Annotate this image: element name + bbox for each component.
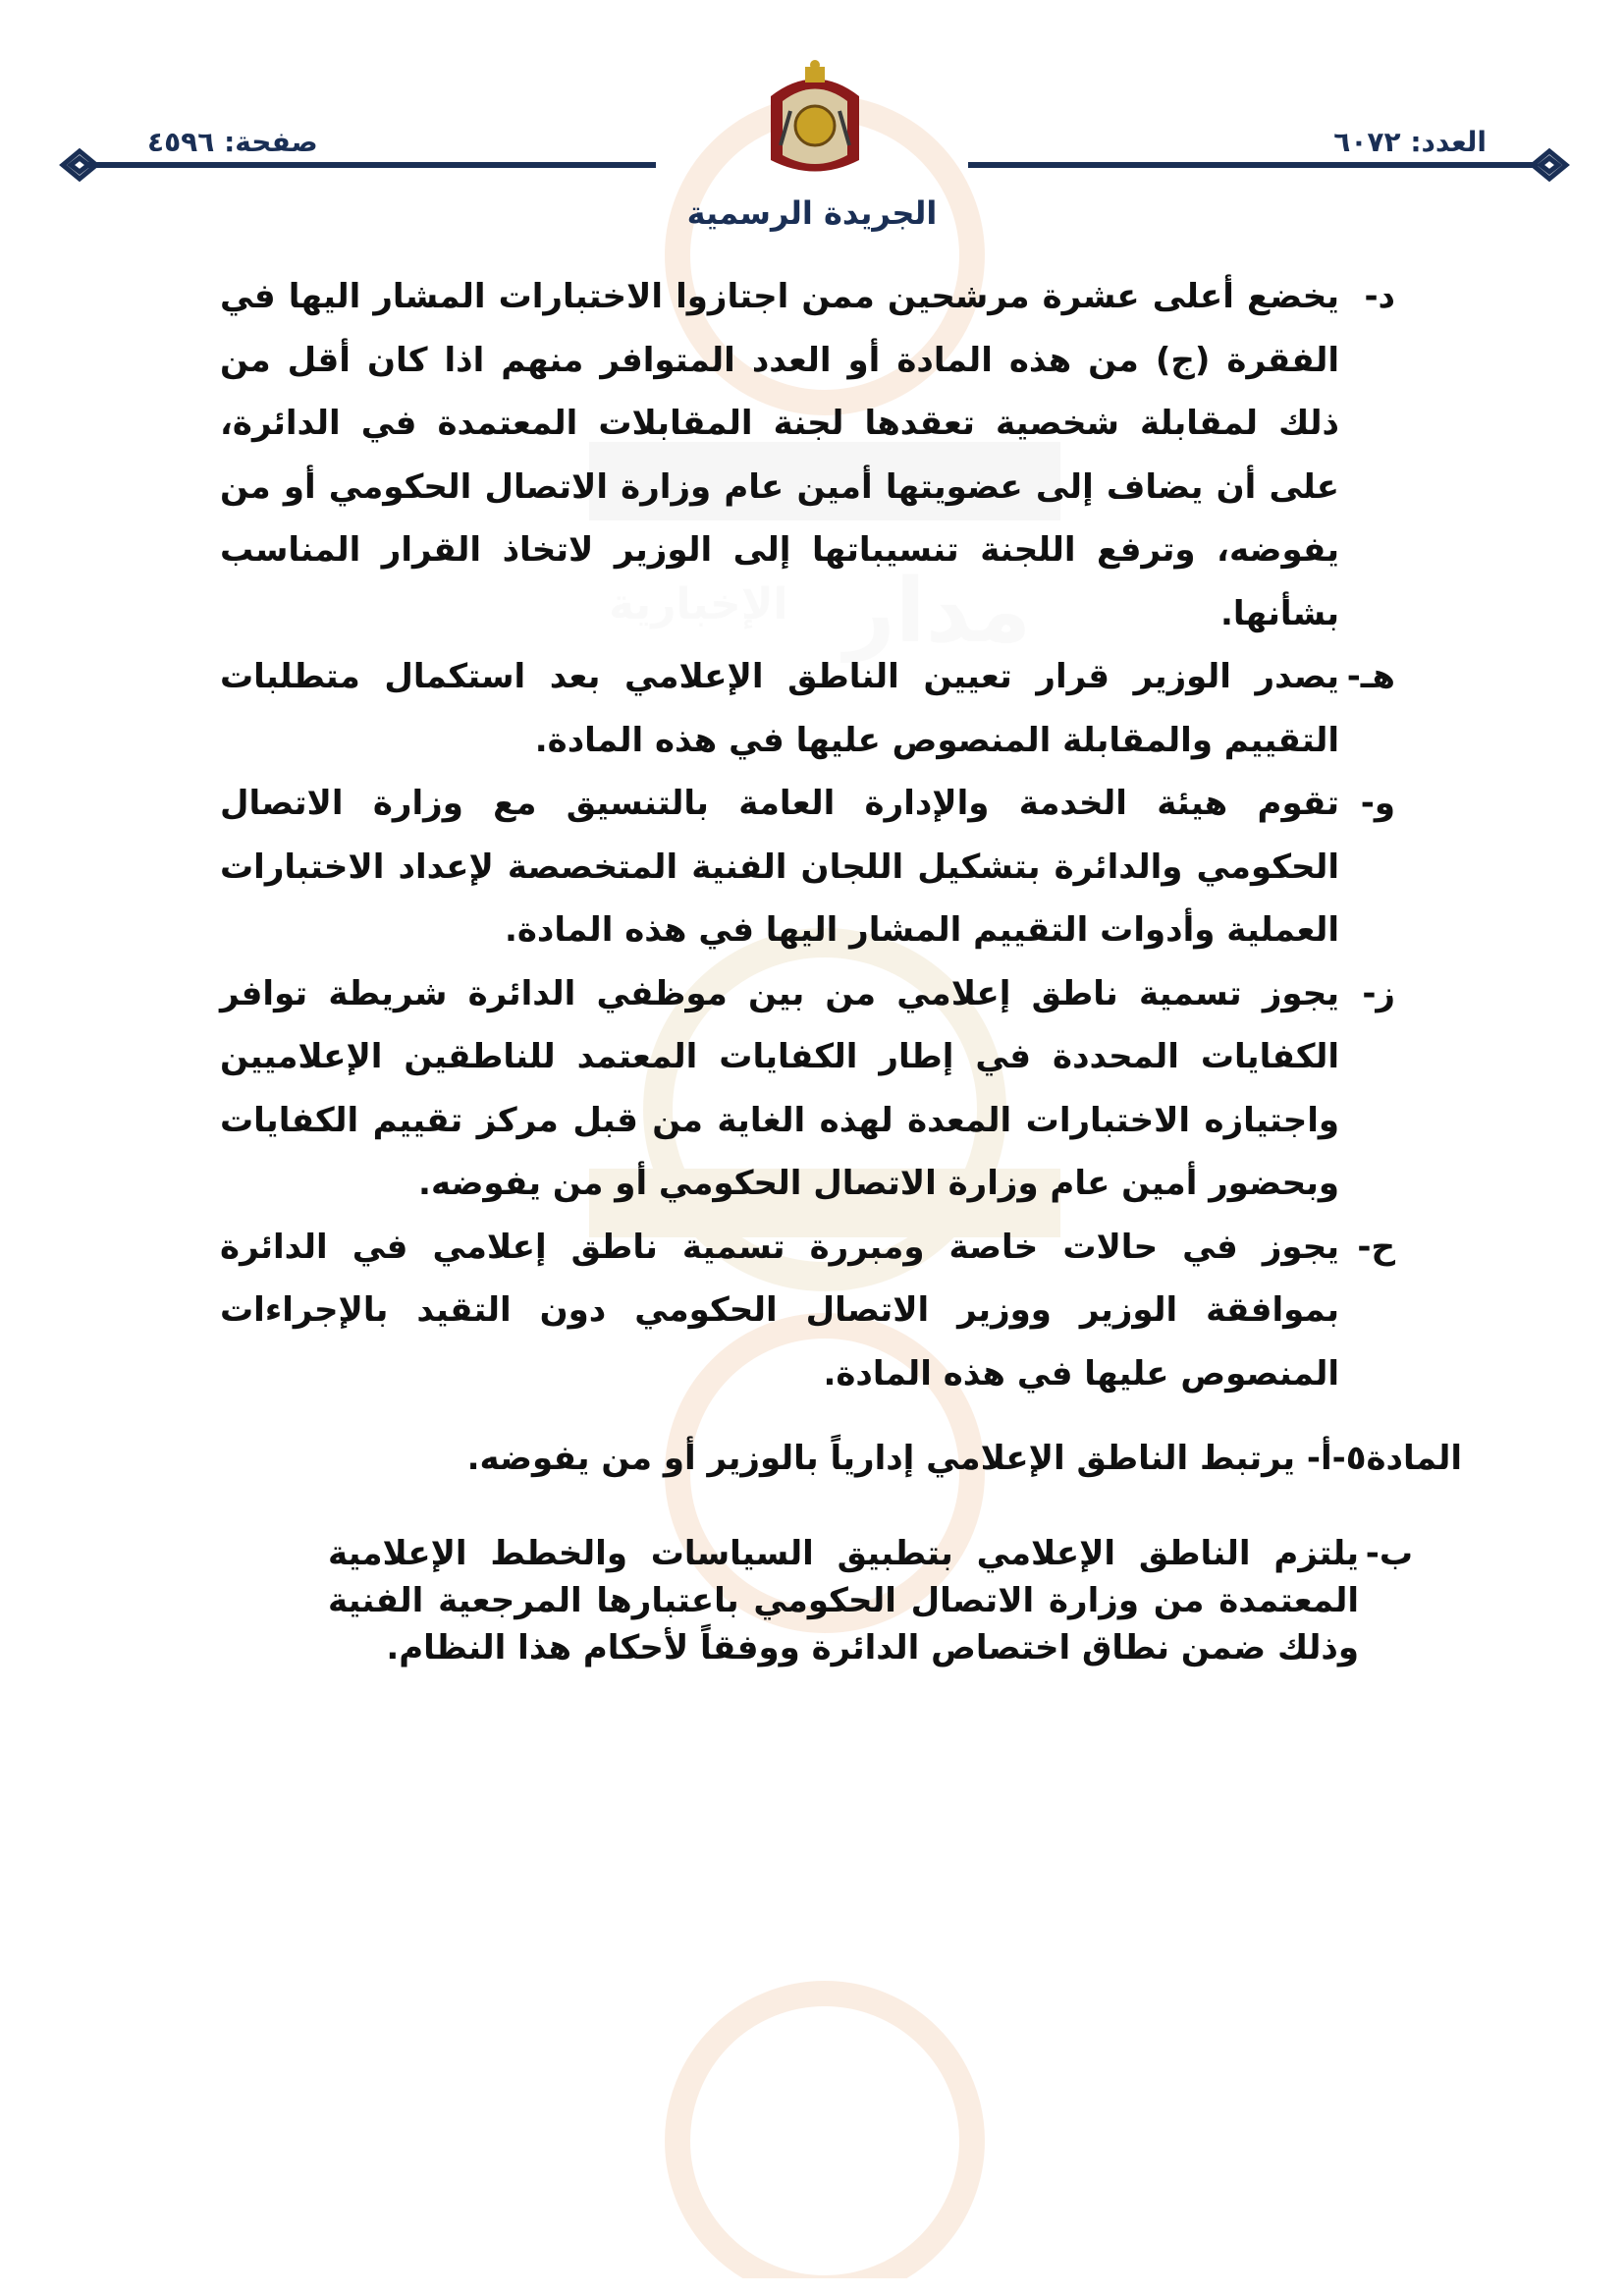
clause-text: يخضع أعلى عشرة مرشحين ممن اجتازوا الاختبارات المشار اليها في الفقرة (ج) من هذه المادة أو العدد المتوافر منهم اذا كان أقل من ذلك لمقابلة شخصية تعقدها لجنة المقابلات المعتمدة في الدائرة، على أن يضاف إلى عضويتها أمين عام وزارة الاتصال الحكومي أو من يفوضه، وترفع اللجنة تنسيباتها إلى الوزير لاتخاذ القرار المناسب بشأنها. bbox=[220, 277, 1339, 633]
clause-dal bbox=[220, 265, 1395, 645]
clause-marker: ح- bbox=[1357, 1227, 1395, 1267]
document-body bbox=[0, 265, 1624, 1671]
clause-text: يجوز تسمية ناطق إعلامي من بين موظفي الدائرة شريطة توافر الكفايات المحددة في إطار الكفايات المعتمد للناطقين الإعلاميين واجتيازه الاختبارات المعدة لهذه الغاية من قبل مركز تقييم الكفايات وبحضور أمين عام وزارة الاتصال الحكومي أو من يفوضه. bbox=[220, 973, 1339, 1203]
clause-waw bbox=[220, 772, 1395, 962]
article-5-b bbox=[328, 1530, 1413, 1671]
issue-number: العدد: ٦٠٧٢ bbox=[1333, 126, 1487, 158]
gazette-title: الجريدة الرسمية bbox=[686, 194, 938, 232]
page-number: صفحة: ٤٥٩٦ bbox=[147, 126, 318, 158]
clause-marker: ز- bbox=[1362, 973, 1395, 1013]
clause-text: تقوم هيئة الخدمة والإدارة العامة بالتنسيق مع وزارة الاتصال الحكومي والدائرة بتشكيل اللجان الفنية المتخصصة لإعداد الاختبارات العملية وأدوات التقييم المشار اليها في هذه المادة. bbox=[220, 784, 1339, 950]
clause-zay bbox=[220, 962, 1395, 1216]
header-rule-right bbox=[968, 162, 1538, 168]
clause-ha2 bbox=[220, 1216, 1395, 1406]
clause-marker: و- bbox=[1360, 784, 1395, 823]
coat-of-arms-icon bbox=[761, 57, 869, 185]
knot-ornament-icon bbox=[59, 147, 100, 183]
clause-text: يصدر الوزير قرار تعيين الناطق الإعلامي بعد استكمال متطلبات التقييم والمقابلة المنصوص عليها في هذه المادة. bbox=[220, 657, 1339, 760]
header-rule-left bbox=[86, 162, 656, 168]
clause-marker: هـ- bbox=[1346, 657, 1395, 696]
knot-ornament-icon bbox=[1529, 147, 1570, 183]
clause-marker: ب- bbox=[1365, 1533, 1413, 1573]
watermark-sub: الإخبارية bbox=[609, 579, 788, 629]
clause-marker: د- bbox=[1364, 277, 1395, 316]
clause-ha bbox=[220, 645, 1395, 772]
article-5-a: المادة٥-أ- يرتبط الناطق الإعلامي إدارياً بالوزير أو من يفوضه. bbox=[466, 1439, 1462, 1478]
clause-text: يجوز في حالات خاصة ومبررة تسمية ناطق إعلامي في الدائرة بموافقة الوزير ووزير الاتصال الحكومي دون التقيد بالإجراءات المنصوص عليها في هذه المادة. bbox=[220, 1227, 1339, 1394]
clause-text: يلتزم الناطق الإعلامي بتطبيق السياسات والخطط الإعلامية المعتمدة من وزارة الاتصال الحكومي باعتبارها المرجعية الفنية وذلك ضمن نطاق اختصاص الدائرة ووفقاً لأحكام هذا النظام. bbox=[328, 1533, 1359, 1667]
watermark-brand: مدار bbox=[844, 560, 1032, 663]
